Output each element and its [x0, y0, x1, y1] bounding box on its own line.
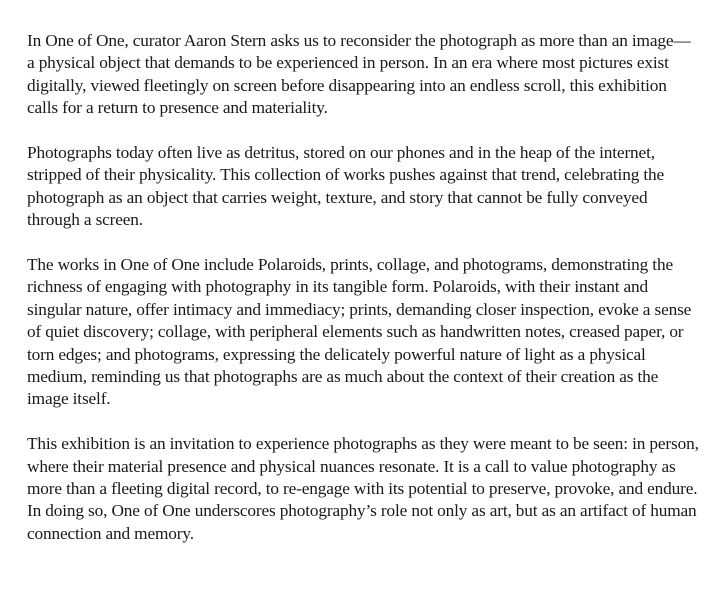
paragraph-introduction: In One of One, curator Aaron Stern asks us to reconsider the photograph as more than an image— a physical object that demands to be experienced in person. In an era where most pictures exist digitally, viewed fleetingly on screen before disappearing into an endless scroll, this exhibition calls for a return to presence and materiality. [27, 31, 691, 118]
paragraph-detritus: Photographs today often live as detritus, stored on our phones and in the heap of the internet, stripped of their physicality. This collection of works pushes against that trend, celebrating the photograph as an object that carries weight, texture, and story that cannot be fully conveyed through a screen. [27, 143, 665, 230]
paragraph-invitation: This exhibition is an invitation to experience photographs as they were meant to be seen: in person, where their material presence and physical nuances resonate. It is a call to value photography as more than a fleeting digital record, to re-engage with its potential to preserve, provoke, and endure. In doing so, One of One underscores photography’s role not only as art, but as an artifact of human connection and memory. [27, 434, 699, 543]
paragraph-works: The works in One of One include Polaroids, prints, collage, and photograms, demonstrating the richness of engaging with photography in its tangible form. Polaroids, with their instant and singular nature, offer intimacy and immediacy; prints, demanding closer inspection, evoke a sense of quiet discovery; collage, with peripheral elements such as handwritten notes, creased paper, or torn edges; and photograms, expressing the delicately powerful nature of light as a physical medium, reminding us that photographs are as much about the context of their creation as the image itself. [27, 255, 692, 409]
